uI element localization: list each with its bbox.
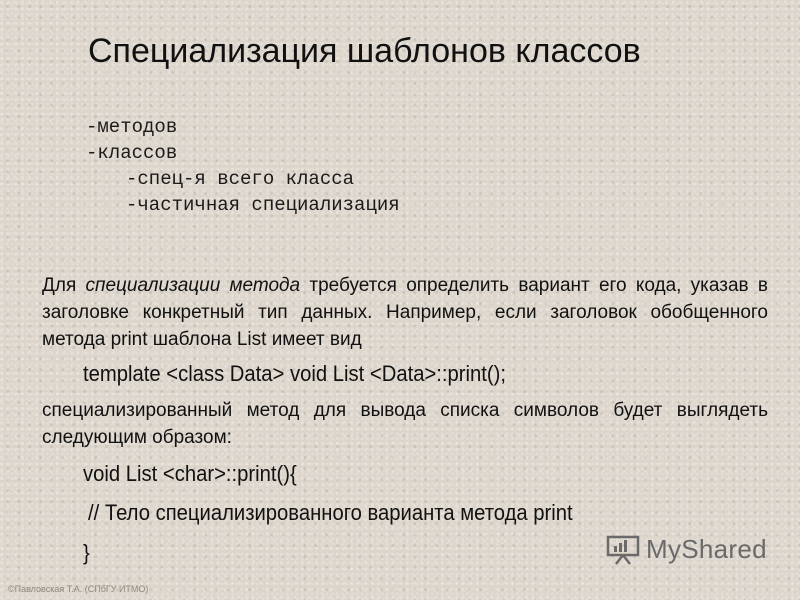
logo-text: MyShared	[646, 534, 767, 564]
code-line-signature: void List <char>::print(){	[83, 461, 297, 486]
paragraph-emphasis: специализации метода	[85, 275, 301, 296]
outline-list	[86, 114, 400, 218]
code-line-comment: // Тело специализированного варианта метода print	[88, 500, 573, 525]
code-line-closing-brace: }	[83, 540, 90, 565]
paragraph-intro: Для	[42, 275, 86, 296]
outline-item-classes: -классов	[86, 142, 178, 164]
paragraph-specialized-method: специализированный метод для вывода списка символов будет выглядеть следующим образом:	[42, 400, 768, 448]
myshared-logo	[606, 534, 767, 565]
paragraph-method-specialization	[42, 272, 768, 353]
outline-item-full-class: -спец-я всего класса	[126, 168, 355, 190]
footer-copyright: ©Павловская Т.А. (СПбГУ ИТМО)	[8, 584, 149, 594]
code-template-declaration: template <class Data> void List <Data>::print();	[83, 361, 506, 386]
slide-title: Специализация шаблонов классов	[88, 32, 641, 70]
outline-item-methods: -методов	[86, 116, 178, 138]
outline-item-partial: -частичная специализация	[126, 194, 400, 216]
paragraph-body: требуется определить вариант его кода, указав в заголовке конкретный тип данных. Например, если заголовок обобщенного метода print шаблона List имеет вид	[42, 275, 768, 350]
presentation-board-icon	[606, 535, 640, 565]
